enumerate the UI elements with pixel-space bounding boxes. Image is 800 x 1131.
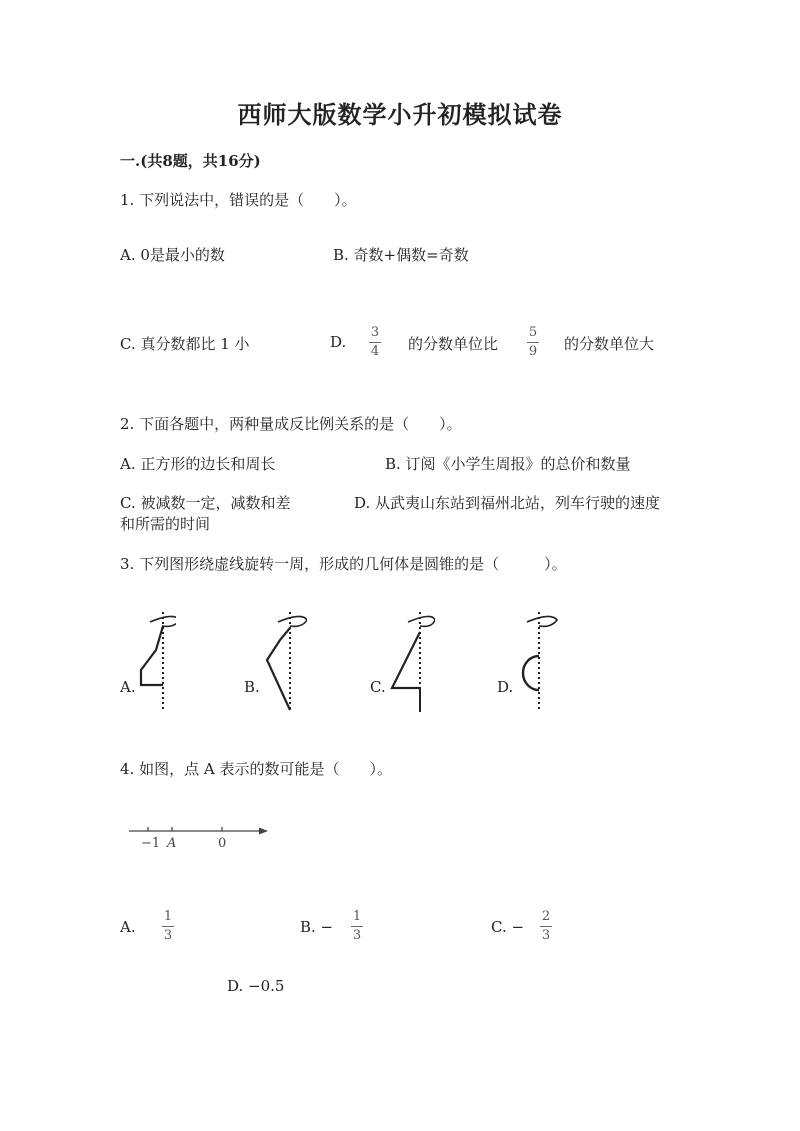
question-4-option-c-label: C. − xyxy=(491,918,525,936)
section-heading: 一.(共8题，共16分) xyxy=(120,152,261,170)
figure-c-label: C. xyxy=(370,678,386,696)
question-2-option-c: C. 被减数一定，减数和差 xyxy=(120,494,291,512)
fraction-bar xyxy=(540,926,552,927)
question-4-stem: 4. 如图，点 A 表示的数可能是（ ）。 xyxy=(120,760,392,778)
figure-d-label: D. xyxy=(497,678,514,696)
arrow-head-icon xyxy=(259,828,268,835)
figure-a-label: A. xyxy=(120,678,136,696)
fraction-numerator: 3 xyxy=(370,325,380,340)
question-2-option-d-continued: 和所需的时间 xyxy=(120,515,211,533)
rotation-arrow-icon xyxy=(150,616,176,626)
figure-b-outline xyxy=(267,628,290,710)
question-3-stem: 3. 下列图形绕虚线旋转一周，形成的几何体是圆锥的是（ ）。 xyxy=(120,555,567,573)
fraction-numerator: 2 xyxy=(541,909,551,924)
figure-c-outline xyxy=(392,632,420,688)
tick-label-a: A xyxy=(167,836,177,851)
figure-a-trapezoid xyxy=(136,610,176,715)
fraction-bar xyxy=(351,926,363,927)
question-4-option-b-label: B. − xyxy=(300,918,334,936)
fraction-denominator: 4 xyxy=(370,344,380,359)
fraction-denominator: 3 xyxy=(352,928,362,943)
rotation-arrow-icon xyxy=(408,616,435,626)
fraction-bar xyxy=(369,342,381,343)
question-1-option-d-end: 的分数单位大 xyxy=(564,335,655,353)
question-2-option-a: A. 正方形的边长和周长 xyxy=(120,455,276,473)
question-1-option-d-label: D. xyxy=(330,333,347,351)
figure-a-outline xyxy=(141,626,163,685)
question-4-option-a-label: A. xyxy=(120,918,136,936)
fraction-numerator: 1 xyxy=(163,909,173,924)
figure-d-outline xyxy=(523,656,539,690)
tick-label-zero: 0 xyxy=(218,836,227,851)
figure-d-semicircle xyxy=(515,610,560,715)
rotation-arrow-icon xyxy=(527,616,557,626)
fraction-three-fourths xyxy=(369,326,381,359)
question-2-option-b: B. 订阅《小学生周报》的总价和数量 xyxy=(385,455,631,473)
question-1-option-c: C. 真分数都比 1 小 xyxy=(120,335,250,353)
figure-c-right-triangle xyxy=(390,610,435,715)
question-1-option-b: B. 奇数+偶数=奇数 xyxy=(333,246,469,264)
question-2-option-d: D. 从武夷山东站到福州北站，列车行驶的速度 xyxy=(354,494,661,512)
question-2-stem: 2. 下面各题中，两种量成反比例关系的是（ ）。 xyxy=(120,415,462,433)
fraction-one-third xyxy=(162,910,174,943)
figure-b-label: B. xyxy=(244,678,260,696)
fraction-denominator: 9 xyxy=(528,344,538,359)
rotation-arrow-icon xyxy=(278,616,307,626)
fraction-two-thirds xyxy=(540,910,552,943)
question-1-option-a: A. 0是最小的数 xyxy=(120,246,225,264)
tick-label-neg-one: −1 xyxy=(141,836,161,851)
fraction-denominator: 3 xyxy=(163,928,173,943)
fraction-bar xyxy=(162,926,174,927)
fraction-bar xyxy=(527,342,539,343)
question-1-option-d-middle: 的分数单位比 xyxy=(408,335,499,353)
question-4-option-d: D. −0.5 xyxy=(227,977,285,995)
page-title: 西师大版数学小升初模拟试卷 xyxy=(237,100,563,129)
fraction-denominator: 3 xyxy=(541,928,551,943)
fraction-five-ninths xyxy=(527,326,539,359)
figure-b-triangle xyxy=(262,610,307,715)
fraction-numerator: 1 xyxy=(352,909,362,924)
question-1-stem: 1. 下列说法中，错误的是（ ）。 xyxy=(120,191,357,209)
fraction-one-third xyxy=(351,910,363,943)
fraction-numerator: 5 xyxy=(528,325,538,340)
number-line xyxy=(125,818,275,854)
